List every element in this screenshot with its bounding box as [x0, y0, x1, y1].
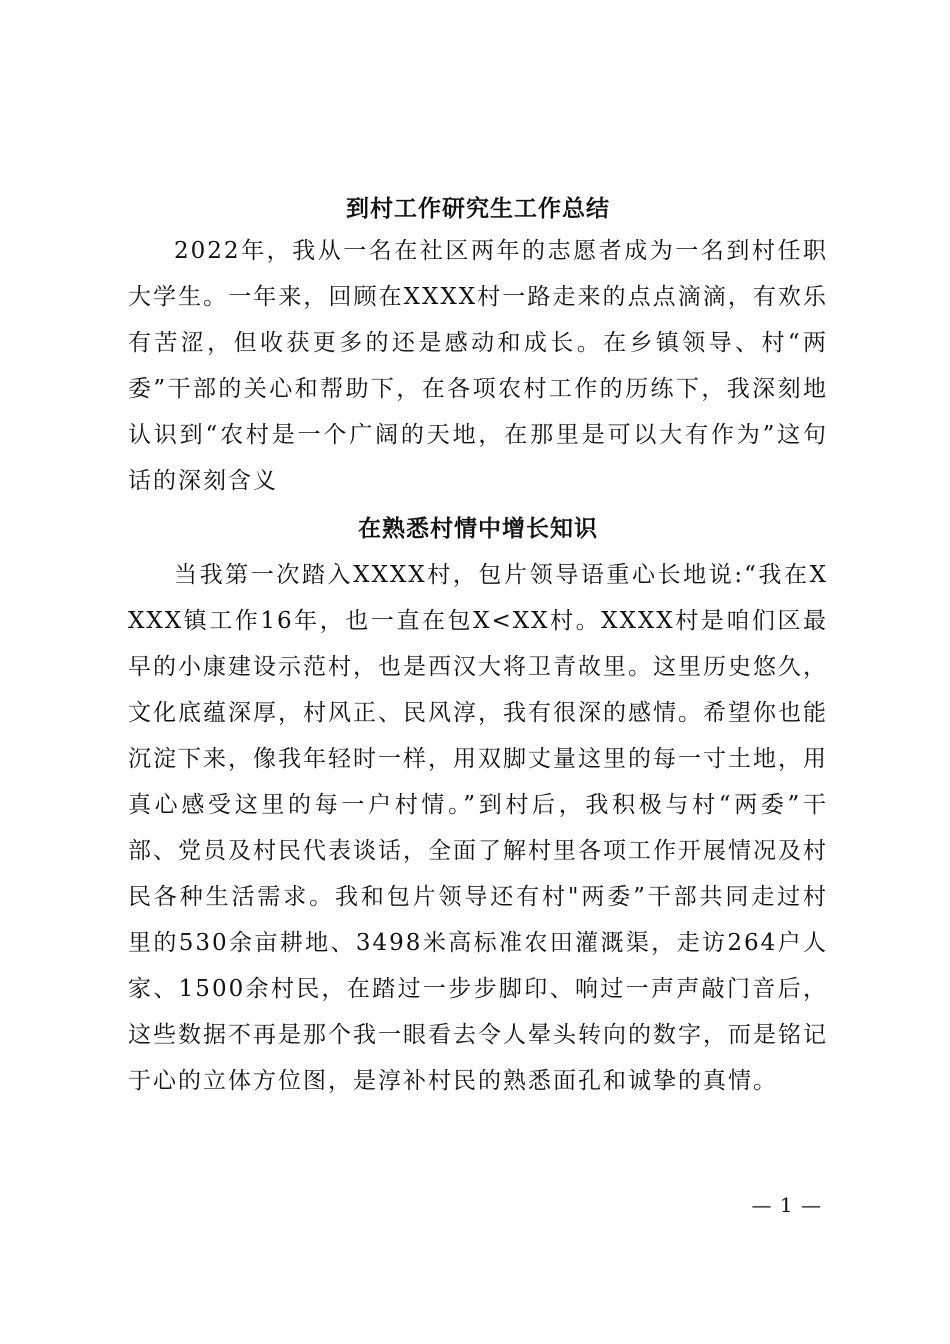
page-number: — 1 — — [751, 1193, 822, 1217]
section-heading: 在熟悉村情中增长知识 — [358, 515, 598, 542]
document-title: 到村工作研究生工作总结 — [346, 195, 610, 222]
intro-paragraph: 2022年，我从一名在社区两年的志愿者成为一名到村任职大学生。一年来，回顾在XXXX村一路走来的点点滴滴，有欢乐有苦涩，但收获更多的还是感动和成长。在乡镇领导、村“两委”干部的关心和帮助下，在各项农村工作的历练下，我深刻地认识到“农村是一个广阔的天地，在那里是可以大有作为”这句话的深刻含义 — [128, 238, 828, 494]
section-paragraph: 当我第一次踏入XXXX村，包片领导语重心长地说:“我在XXXX镇工作16年，也一直在包X<XX村。XXXX村是咱们区最早的小康建设示范村，也是西汉大将卫青故里。这里历史悠久，文化底蕴深厚，村风正、民风淳，我有很深的感情。希望你也能沉淀下来，像我年轻时一样，用双脚丈量这里的每一寸土地，用真心感受这里的每一户村情。”到村后，我积极与村“两委”干部、党员及村民代表谈话，全面了解村里各项工作开展情况及村民各种生活需求。我和包片领导还有村"两委”干部共同走过村里的530余亩耕地、3498米高标准农田灌溉渠，走访264户人家、1500余村民，在踏过一步步脚印、响过一声声敲门音后，这些数据不再是那个我一眼看去令人晕头转向的数字，而是铭记于心的立体方位图，是淳补村民的熟悉面孔和诚挚的真情。 — [128, 562, 828, 1094]
document-body — [128, 190, 828, 1104]
